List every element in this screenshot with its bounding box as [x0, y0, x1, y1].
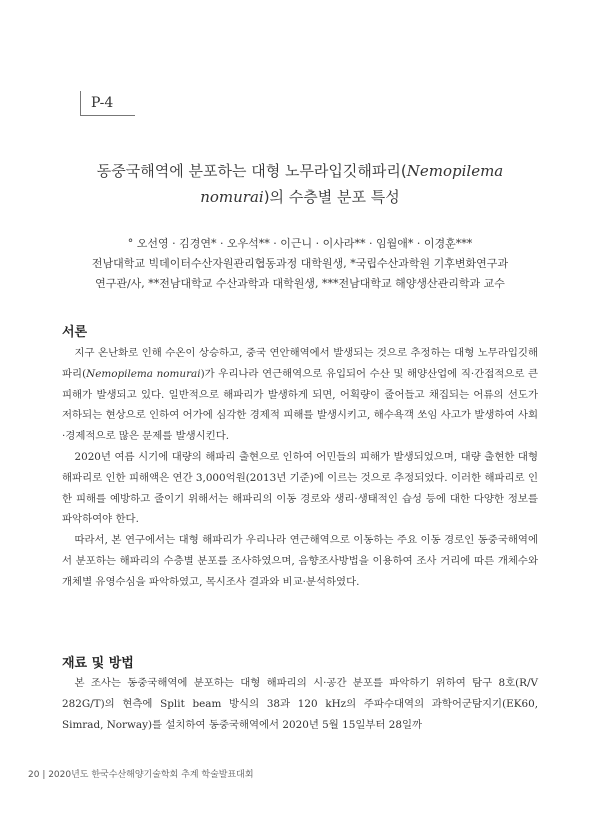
title-scientific-name-b: nomurai [200, 188, 264, 206]
intro-heading: 서론 [62, 325, 88, 340]
intro-p1-text-a: 지구 온난화로 인해 수온이 상승하고, 중국 연안해역에서 발생되는 것으로 추정하는 대형 노무라입깃해파리( [62, 347, 538, 380]
intro-body [62, 343, 538, 593]
intro-paragraph-1 [62, 343, 538, 447]
title-text-a: 동중국해역에 분포하는 대형 노무라입깃해파리( [96, 162, 407, 180]
author-names: ° 오선영 · 김경연* · 오우석** · 이근니 · 이사라** · 임월애* · 이경훈*** [127, 237, 473, 250]
intro-paragraph-2: 2020년 여름 시기에 대량의 해파리 출현으로 인하여 어민들의 피해가 발생되었으며, 대량 출현한 대형 해파리로 인한 피해액은 연간 3,000억원(2013년 기준)에 이르는 것으로 추정되었다. 이러한 해파리로 인한 피해를 예방하고 줄이기 위해서는 해파리의 이동 경로와 생리·생태적인 습성 등에 대한 다양한 정보를 파악하여야 한다. [62, 450, 538, 526]
intro-p1-scientific-name: Nemopilema nomurai [86, 367, 201, 380]
author-affiliation-1: 전남대학교 빅데이터수산자원관리협동과정 대학원생, *국립수산과학원 기후변화연구과 [91, 257, 509, 270]
intro-paragraph-3: 따라서, 본 연구에서는 대형 해파리가 우리나라 연근해역으로 이동하는 주요 이동 경로인 동중국해역에서 분포하는 해파리의 수층별 분포를 조사하였으며, 음향조사방법을 이용하여 조사 거리에 따른 개체수와 개체별 유영수심을 파악하였고, 목시조사 결과와 비교·분석하였다. [62, 534, 538, 588]
methods-heading: 재료 및 방법 [62, 656, 134, 671]
page-footer: 20 | 2020년도 한국수산해양기술학회 추계 학술발표대회 [28, 770, 254, 780]
title-text-b: )의 수층별 분포 특성 [263, 188, 400, 206]
methods-body [62, 673, 538, 735]
author-block [70, 234, 530, 294]
intro-p1-text-b: )가 우리나라 연근해역으로 유입되어 수산 및 해양산업에 직·간접적으로 큰 피해가 발생되고 있다. 일반적으로 해파리가 발생하게 되면, 어획량이 줄어들고 채집되는 어류의 선도가 저하되는 현상으로 인하여 어가에 심각한 경제적 피해를 발생시키고, 해수욕객 쏘임 사고가 발생하여 사회·경제적으로 많은 문제를 발생시킨다. [62, 367, 539, 443]
poster-tag: P-4 [80, 91, 135, 116]
title-scientific-name-a: Nemopilema [406, 162, 504, 180]
methods-paragraph-1: 본 조사는 동중국해역에 분포하는 대형 해파리의 시·공간 분포를 파악하기 위하여 탐구 8호(R/V 282G/T)의 현측에 Split beam 방식의 38과 120 kHz의 주파수대역의 과학어군탐지기(EK60, Simrad, Norway)를 설치하여 동중국해역에서 2020년 5월 15일부터 28일까 [62, 677, 538, 731]
author-affiliation-2: 연구관/사, **전남대학교 수산과학과 대학원생, ***전남대학교 해양생산관리학과 교수 [95, 277, 505, 290]
paper-title [60, 158, 540, 210]
